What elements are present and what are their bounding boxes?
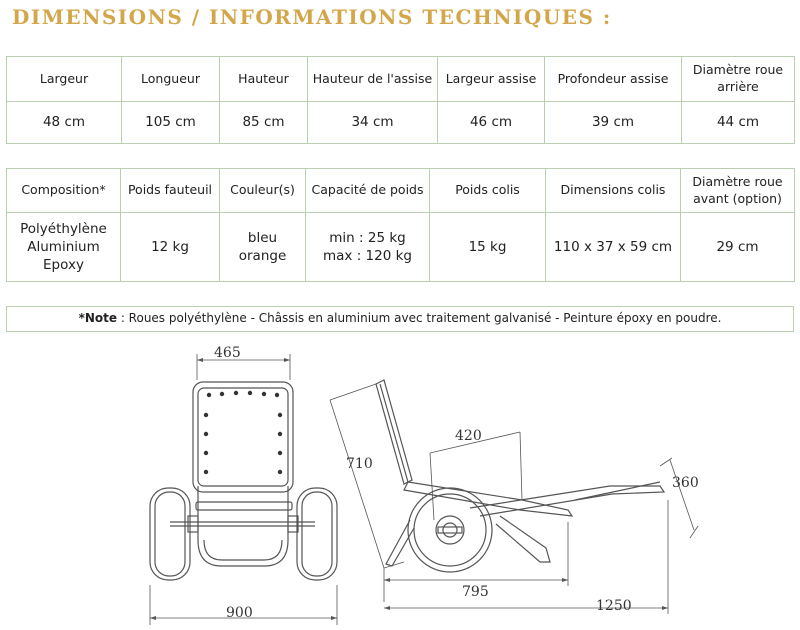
dimensions-table [6,56,795,144]
header-cell-composition: Composition* [7,169,121,213]
capacity-line: max : 120 kg [323,248,412,264]
value-cell-hauteur: 85 cm [220,102,308,144]
capacity-line: min : 25 kg [329,229,406,246]
value-cell-largeur: 48 cm [7,102,122,144]
dimension-label-710: 710 [346,456,373,472]
value-cell-profondeur-assise: 39 cm [545,102,682,144]
value-cell-largeur-assise: 46 cm [438,102,545,144]
header-cell-longueur: Longueur [122,57,220,102]
value-cell-capacite [306,213,430,282]
table-row [7,213,795,282]
composition-line: Polyéthylène [20,220,107,237]
value-cell-hauteur-assise: 34 cm [308,102,438,144]
header-cell-largeur: Largeur [7,57,122,102]
note-label: *Note [78,311,117,325]
value-cell-composition [7,213,121,282]
dimension-label-795: 795 [462,584,489,600]
header-cell-hauteur-assise: Hauteur de l'assise [308,57,438,102]
header-cell-diametre-roue-avant: Diamètre roue avant (option) [681,169,795,213]
technical-drawing [0,340,800,630]
table-header-row [7,57,795,102]
value-cell-poids-colis: 15 kg [430,213,546,282]
dimension-label-465: 465 [214,345,241,361]
header-cell-largeur-assise: Largeur assise [438,57,545,102]
value-cell-poids-fauteuil: 12 kg [121,213,220,282]
header-cell-capacite-poids: Capacité de poids [306,169,430,213]
table-row [7,102,795,144]
composition-line: Epoxy [43,257,84,274]
value-cell-diametre-roue-avant: 29 cm [681,213,795,282]
dimension-label-420: 420 [455,428,482,444]
front-view-drawing [150,354,337,625]
table-header-row [7,169,795,213]
header-cell-poids-colis: Poids colis [430,169,546,213]
value-cell-diametre-roue-arriere: 44 cm [682,102,795,144]
composition-line: Aluminium [27,238,100,255]
side-view-drawing [330,380,698,614]
header-cell-dimensions-colis: Dimensions colis [546,169,681,213]
dimension-label-360: 360 [672,475,699,491]
value-cell-dimensions-colis: 110 x 37 x 59 cm [546,213,681,282]
header-cell-diametre-roue-arriere: Diamètre roue arrière [682,57,795,102]
header-cell-poids-fauteuil: Poids fauteuil [121,169,220,213]
color-line: orange [238,248,287,264]
note-text: : Roues polyéthylène - Châssis en aluminium avec traitement galvanisé - Peinture époxy en poudre. [117,311,722,325]
specs-table [6,168,795,282]
header-cell-profondeur-assise: Profondeur assise [545,57,682,102]
dimension-label-1250: 1250 [596,598,632,614]
note-box [6,306,794,332]
page-title: DIMENSIONS / INFORMATIONS TECHNIQUES : [12,5,612,29]
header-cell-couleurs: Couleur(s) [220,169,306,213]
header-cell-hauteur: Hauteur [220,57,308,102]
color-line: bleu [247,229,278,246]
value-cell-longueur: 105 cm [122,102,220,144]
value-cell-couleurs [220,213,306,282]
backrest-rivets [204,391,282,474]
dimension-label-900: 900 [226,605,253,621]
